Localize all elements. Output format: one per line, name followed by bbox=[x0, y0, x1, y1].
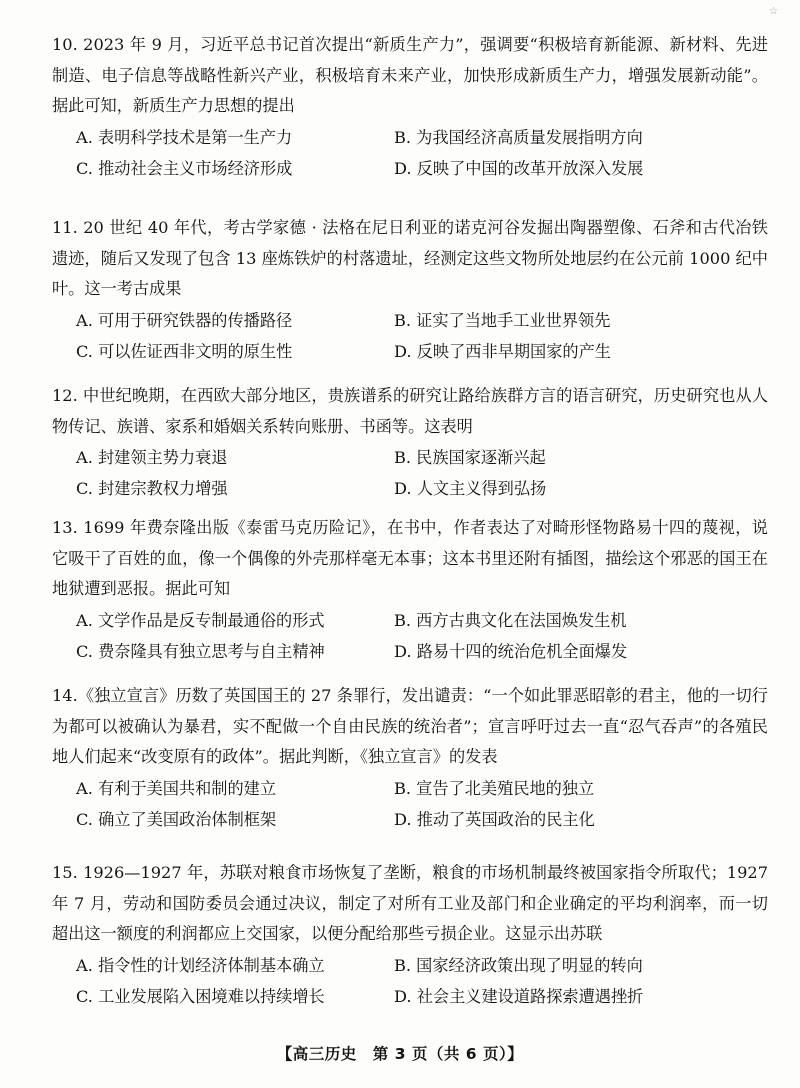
option-d: D. 反映了西非早期国家的产生 bbox=[394, 341, 611, 361]
question-stem: 12. 中世纪晚期，在西欧大部分地区，贵族谱系的研究让路给族群方言的语言研究，历史研究也从人物传记、族谱、家系和婚姻关系转向账册、书函等。这表明 bbox=[52, 386, 768, 436]
option-c: C. 工业发展陷入困境难以持续增长 bbox=[76, 986, 325, 1006]
option-c: C. 封建宗教权力增强 bbox=[76, 479, 228, 498]
question-stem: 13. 1699 年费奈隆出版《泰雷马克历险记》，在书中，作者表达了对畸形怪物路易十四的蔑视，说它吸干了百姓的血，像一个偶像的外壳那样毫无本事；这本书里还附有插图，描绘这个邪恶的国王在地狱遭到恶报。据此可知 bbox=[52, 518, 768, 598]
question-11 bbox=[52, 213, 768, 367]
options-group bbox=[76, 442, 768, 504]
option-c: C. 推动社会主义市场经济形成 bbox=[76, 158, 293, 178]
question-stem: 14.《独立宣言》历数了英国国王的 27 条罪行，发出谴责：“一个如此罪恶昭彰的君主，他的一切行为都可以被确认为暴君，实不配做一个自由民族的统治者”；宣言呼吁过去一直“忍气吞声”的各殖民地人们起来“改变原有的政体”。据此判断，《独立宣言》的发表 bbox=[52, 686, 768, 766]
option-a: A. 文学作品是反专制最通俗的形式 bbox=[76, 610, 325, 630]
question-stem: 10. 2023 年 9 月，习近平总书记首次提出“新质生产力”，强调要“积极培育新能源、新材料、先进制造、电子信息等战略性新兴产业，积极培育未来产业，加快形成新质生产力，增强发展新动能”。据此可知，新质生产力思想的提出 bbox=[52, 35, 768, 115]
option-b: B. 国家经济政策出现了明显的转向 bbox=[394, 955, 643, 975]
question-stem: 11. 20 世纪 40 年代，考古学家德 · 法格在尼日利亚的诺克河谷发掘出陶器塑像、石斧和古代冶铁遗迹，随后又发现了包含 13 座炼铁炉的村落遗址，经测定这些文物所处地层约在公元前 1000 纪中叶。这一考古成果 bbox=[52, 218, 768, 298]
option-b: B. 证实了当地手工业世界领先 bbox=[394, 310, 611, 330]
question-12 bbox=[52, 381, 768, 504]
option-c: C. 费奈隆具有独立思考与自主精神 bbox=[76, 641, 325, 661]
question-15 bbox=[52, 858, 768, 1012]
option-a: A. 表明科学技术是第一生产力 bbox=[76, 127, 293, 147]
options-group bbox=[76, 122, 768, 184]
question-10 bbox=[52, 30, 768, 184]
question-14 bbox=[52, 681, 768, 835]
option-d: D. 社会主义建设道路探索遭遇挫折 bbox=[394, 986, 644, 1006]
corner-mark: ☆ bbox=[769, 6, 778, 17]
option-a: A. 有利于美国共和制的建立 bbox=[76, 778, 277, 798]
page-footer: 【高三历史 第 3 页（共 6 页）】 bbox=[276, 1045, 524, 1063]
option-c: C. 确立了美国政治体制框架 bbox=[76, 809, 277, 829]
option-b: B. 为我国经济高质量发展指明方向 bbox=[394, 127, 643, 147]
option-a: A. 封建领主势力衰退 bbox=[76, 448, 228, 467]
question-stem: 15. 1926—1927 年，苏联对粮食市场恢复了垄断，粮食的市场机制最终被国家指令所取代；1927 年 7 月，劳动和国防委员会通过决议，制定了对所有工业及部门和企业确定的平均利润率，而一切超出这一额度的利润都应上交国家，以便分配给那些亏损企业。这显示出苏联 bbox=[52, 863, 768, 943]
option-a: A. 指令性的计划经济体制基本确立 bbox=[76, 955, 325, 975]
option-b: B. 民族国家逐渐兴起 bbox=[394, 448, 546, 467]
options-group bbox=[76, 950, 768, 1012]
question-13 bbox=[52, 513, 768, 667]
option-a: A. 可用于研究铁器的传播路径 bbox=[76, 310, 293, 330]
options-group bbox=[76, 305, 768, 367]
option-d: D. 反映了中国的改革开放深入发展 bbox=[394, 158, 644, 178]
options-group bbox=[76, 773, 768, 835]
option-d: D. 推动了英国政治的民主化 bbox=[394, 809, 595, 829]
option-b: B. 西方古典文化在法国焕发生机 bbox=[394, 610, 627, 630]
option-c: C. 可以佐证西非文明的原生性 bbox=[76, 341, 293, 361]
options-group bbox=[76, 605, 768, 667]
option-b: B. 宣告了北美殖民地的独立 bbox=[394, 778, 595, 798]
option-d: D. 人文主义得到弘扬 bbox=[394, 479, 547, 498]
option-d: D. 路易十四的统治危机全面爆发 bbox=[394, 641, 628, 661]
